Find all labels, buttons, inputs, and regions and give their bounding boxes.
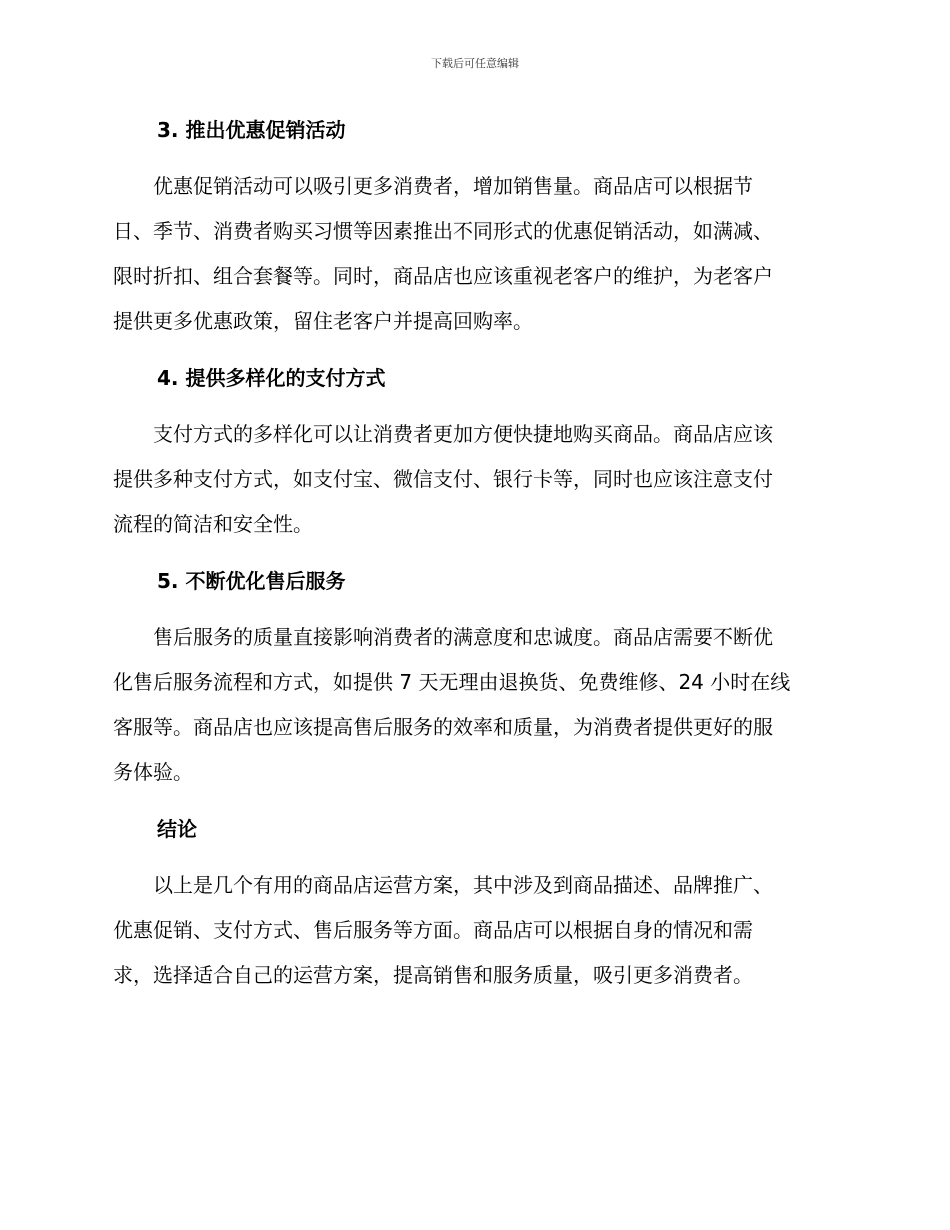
section-heading-after-sales: 5. 不断优化售后服务 [157, 569, 346, 593]
paragraph-line: 日、季节、消费者购买习惯等因素推出不同形式的优惠促销活动，如满减、 [113, 219, 773, 243]
section-paragraph-after-sales [113, 615, 837, 795]
paragraph-line: 客服等。商品店也应该提高售后服务的效率和质量，为消费者提供更好的服 [113, 715, 773, 739]
paragraph-line: 优惠促销活动可以吸引更多消费者，增加销售量。商品店可以根据节 [153, 174, 753, 198]
paragraph-line: 以上是几个有用的商品店运营方案，其中涉及到商品描述、品牌推广、 [153, 873, 773, 897]
paragraph-line: 优惠促销、支付方式、售后服务等方面。商品店可以根据自身的情况和需 [113, 918, 753, 942]
document-body [113, 108, 837, 1010]
section-heading-conclusion: 结论 [157, 817, 197, 841]
paragraph-line: 售后服务的质量直接影响消费者的满意度和忠诚度。商品店需要不断优 [153, 625, 773, 649]
section-heading-payment: 4. 提供多样化的支付方式 [157, 366, 386, 390]
paragraph-line: 求，选择适合自己的运营方案，提高销售和服务质量，吸引更多消费者。 [113, 963, 753, 987]
paragraph-line: 化售后服务流程和方式，如提供 7 天无理由退换货、免费维修、24 小时在线 [113, 670, 791, 694]
section-heading-promotions: 3. 推出优惠促销活动 [157, 118, 346, 142]
paragraph-line: 提供多种支付方式，如支付宝、微信支付、银行卡等，同时也应该注意支付 [113, 467, 773, 491]
page-header-note: 下载后可任意编辑 [431, 57, 519, 70]
section-paragraph-payment [113, 412, 837, 547]
paragraph-line: 提供更多优惠政策，留住老客户并提高回购率。 [113, 309, 533, 333]
section-paragraph-promotions [113, 164, 837, 344]
paragraph-line: 流程的简洁和安全性。 [113, 512, 313, 536]
section-paragraph-conclusion [113, 863, 837, 998]
paragraph-line: 务体验。 [113, 760, 193, 784]
paragraph-line: 限时折扣、组合套餐等。同时，商品店也应该重视老客户的维护，为老客户 [113, 264, 773, 288]
paragraph-line: 支付方式的多样化可以让消费者更加方便快捷地购买商品。商品店应该 [153, 422, 773, 446]
